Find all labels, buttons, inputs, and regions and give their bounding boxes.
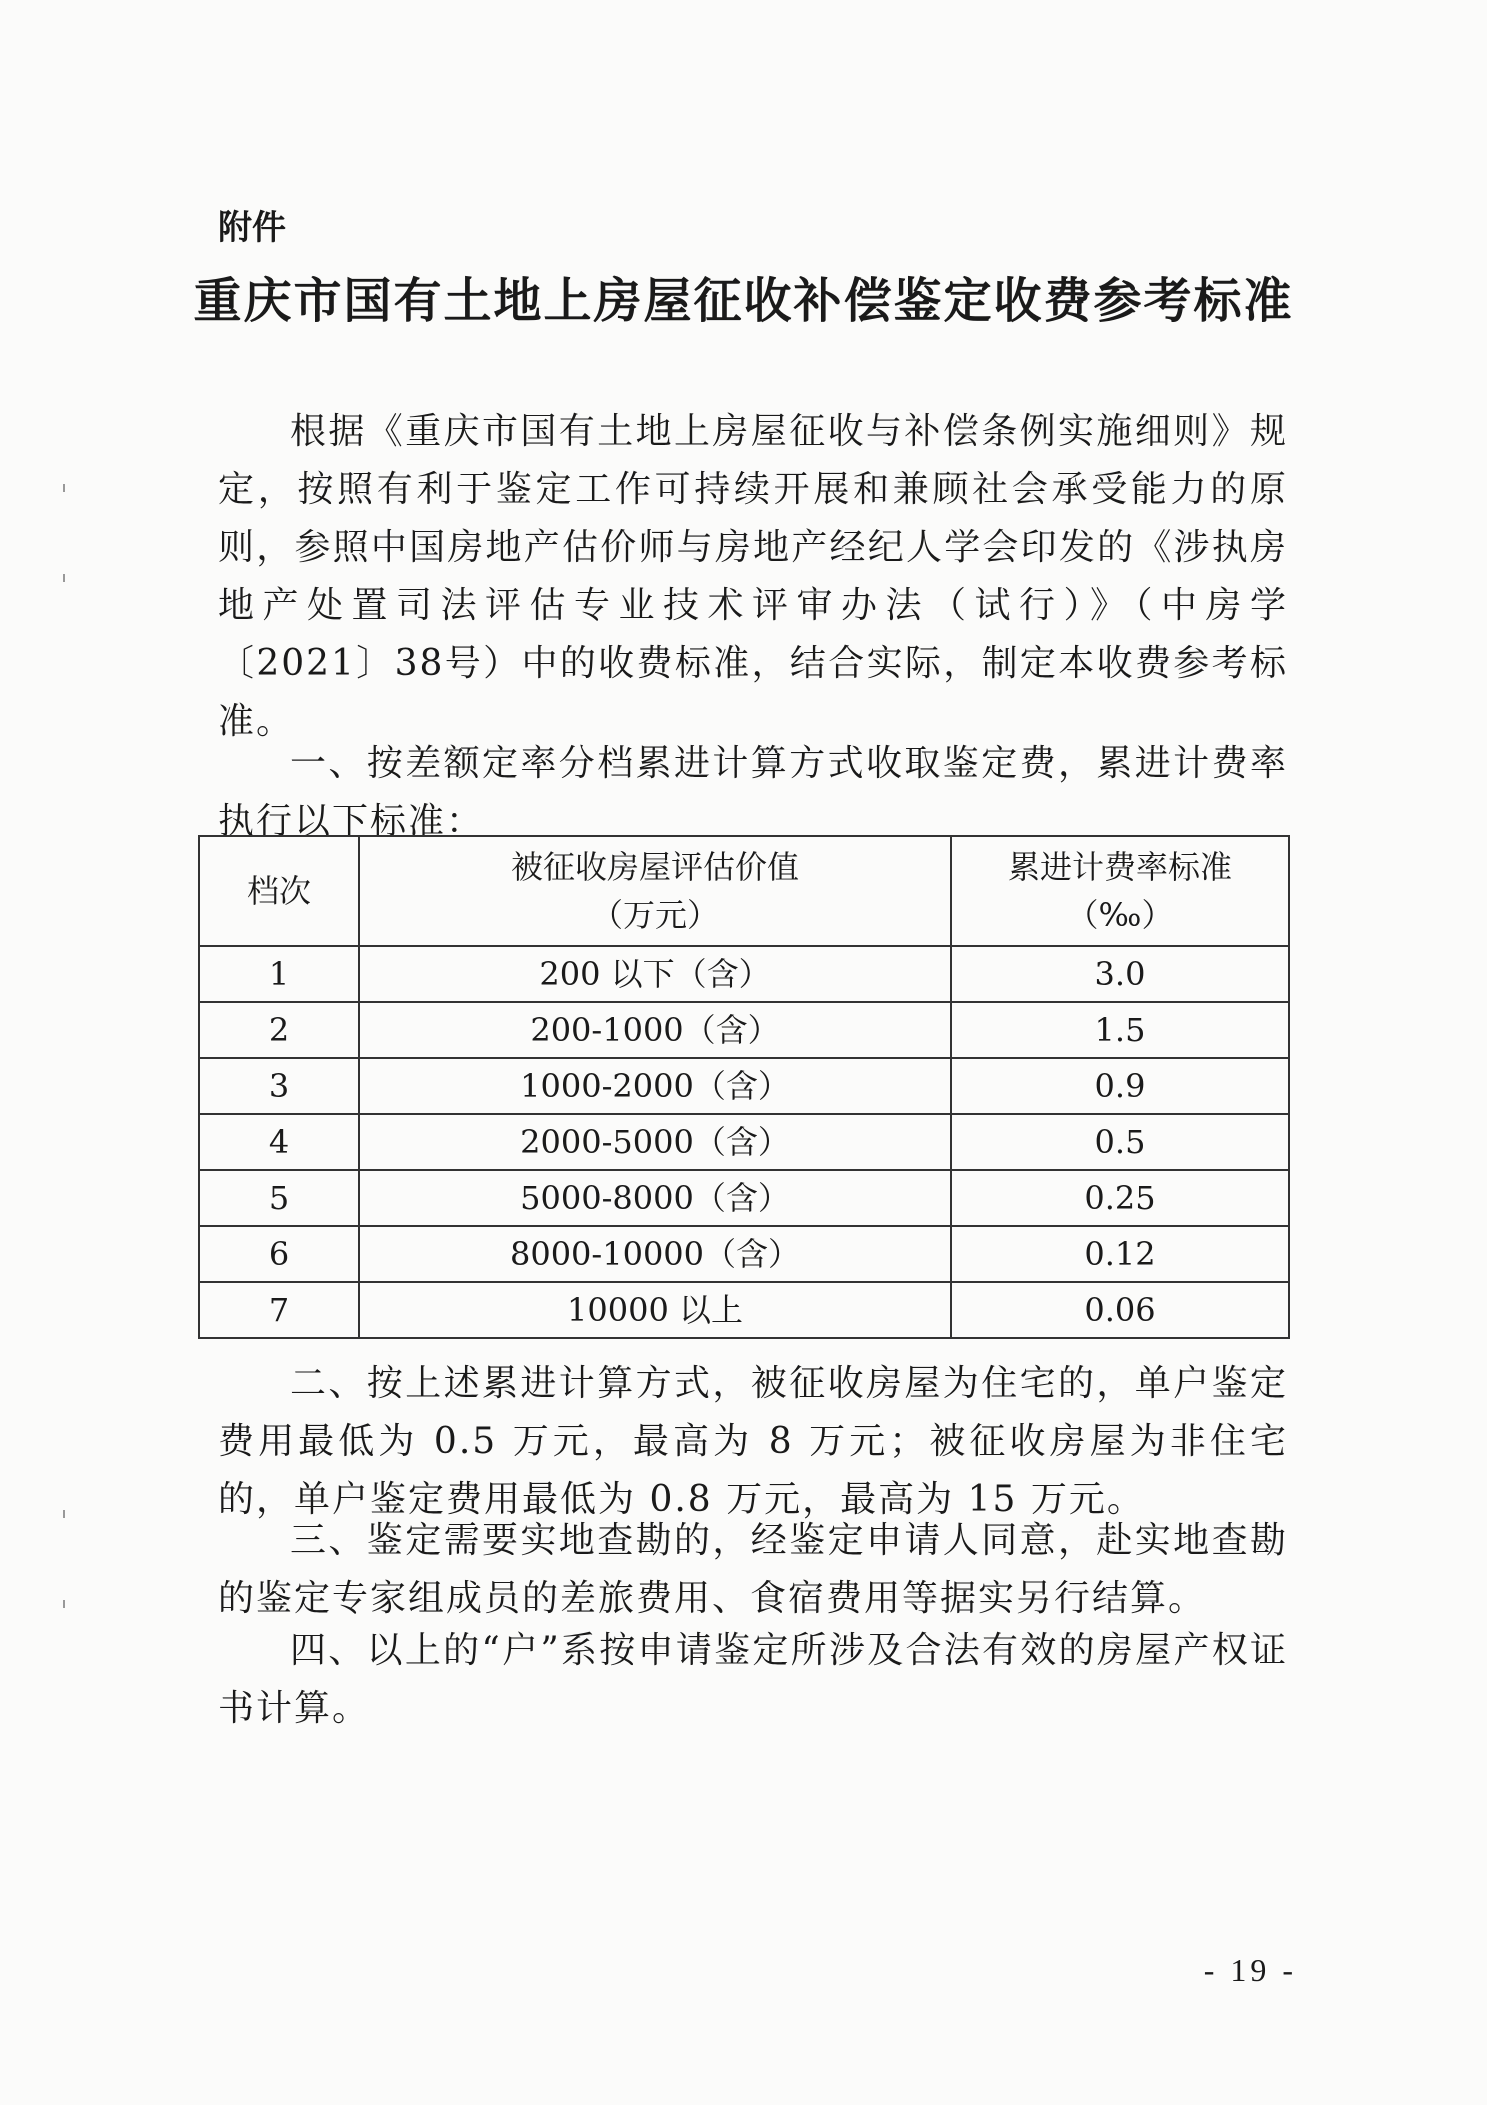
- cell-tier: 7: [199, 1282, 359, 1338]
- cell-rate: 1.5: [951, 1002, 1289, 1058]
- header-value: [359, 836, 951, 946]
- cell-rate: 3.0: [951, 946, 1289, 1002]
- cell-value: 8000-10000（含）: [359, 1226, 951, 1282]
- cell-tier: 3: [199, 1058, 359, 1114]
- cell-rate: 0.9: [951, 1058, 1289, 1114]
- header-value-line2: （万元）: [590, 896, 719, 934]
- header-rate-line1: 累进计费率标准: [1007, 848, 1232, 886]
- binding-mark: [63, 574, 65, 582]
- cell-tier: 5: [199, 1170, 359, 1226]
- attachment-label: 附件: [218, 208, 286, 248]
- cell-value: 200-1000（含）: [359, 1002, 951, 1058]
- table-row: [199, 946, 1289, 1002]
- table-row: [199, 1226, 1289, 1282]
- cell-value: 2000-5000（含）: [359, 1114, 951, 1170]
- cell-tier: 2: [199, 1002, 359, 1058]
- page-number: - 19 -: [1203, 1952, 1297, 1988]
- section-1-paragraph: 一、按差额定率分档累进计算方式收取鉴定费，累进计费率执行以下标准：: [218, 743, 1288, 842]
- cell-value: 200 以下（含）: [359, 946, 951, 1002]
- table-row: [199, 1114, 1289, 1170]
- header-value-line1: 被征收房屋评估价值: [510, 848, 799, 886]
- table-header-row: [199, 836, 1289, 946]
- binding-mark: [63, 1600, 65, 1608]
- cell-rate: 0.12: [951, 1226, 1289, 1282]
- cell-rate: 0.06: [951, 1282, 1289, 1338]
- fee-rate-table: [198, 835, 1290, 1339]
- cell-rate: 0.25: [951, 1170, 1289, 1226]
- table-row: [199, 1170, 1289, 1226]
- document-title: 重庆市国有土地上房屋征收补偿鉴定收费参考标准: [193, 273, 1294, 329]
- table-row: [199, 1282, 1289, 1338]
- section-3-paragraph: 三、鉴定需要实地查勘的，经鉴定申请人同意，赴实地查勘的鉴定专家组成员的差旅费用、食宿费用等据实另行结算。: [218, 1520, 1288, 1619]
- cell-tier: 1: [199, 946, 359, 1002]
- cell-value: 5000-8000（含）: [359, 1170, 951, 1226]
- cell-tier: 4: [199, 1114, 359, 1170]
- section-2-paragraph: 二、按上述累进计算方式，被征收房屋为住宅的，单户鉴定费用最低为 0.5 万元，最高为 8 万元；被征收房屋为非住宅的，单户鉴定费用最低为 0.8 万元，最高为 15 万元。: [218, 1363, 1288, 1520]
- header-tier: 档次: [199, 836, 359, 946]
- binding-mark: [63, 1510, 65, 1518]
- cell-value: 1000-2000（含）: [359, 1058, 951, 1114]
- section-4-paragraph: 四、以上的“户”系按申请鉴定所涉及合法有效的房屋产权证书计算。: [218, 1630, 1288, 1729]
- cell-rate: 0.5: [951, 1114, 1289, 1170]
- intro-paragraph: 根据《重庆市国有土地上房屋征收与补偿条例实施细则》规定，按照有利于鉴定工作可持续开展和兼顾社会承受能力的原则，参照中国房地产估价师与房地产经纪人学会印发的《涉执房地产处置司法评估专业技术评审办法（试行）》（中房学〔2021〕38号）中的收费标准，结合实际，制定本收费参考标准。: [218, 411, 1288, 742]
- header-rate-line2: （‰）: [1066, 896, 1174, 934]
- header-rate: [951, 836, 1289, 946]
- binding-mark: [63, 484, 65, 492]
- table-row: [199, 1002, 1289, 1058]
- table-row: [199, 1058, 1289, 1114]
- cell-tier: 6: [199, 1226, 359, 1282]
- cell-value: 10000 以上: [359, 1282, 951, 1338]
